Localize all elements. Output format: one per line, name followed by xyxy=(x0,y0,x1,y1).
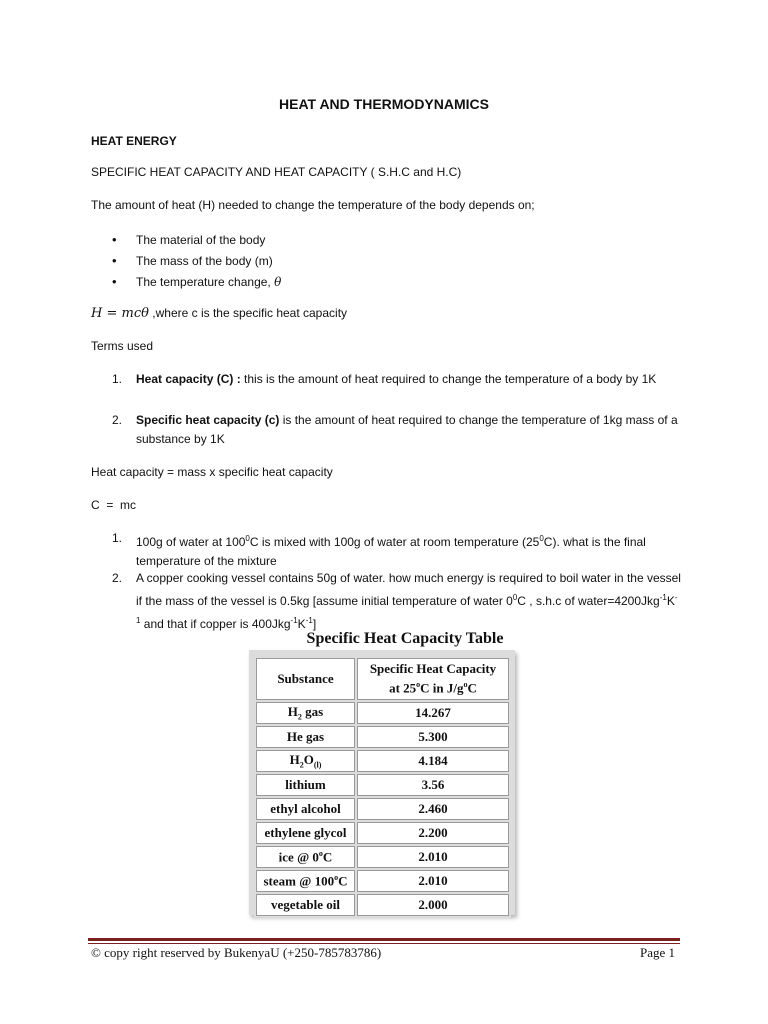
substance-cell: ice @ 0$^o$C xyxy=(256,846,355,868)
list-item: • The mass of the body (m) xyxy=(112,253,281,274)
subheading: SPECIFIC HEAT CAPACITY AND HEAT CAPACITY ( S.H.C and H.C) xyxy=(91,165,462,179)
table-header-row xyxy=(256,658,509,700)
page-title: HEAT AND THERMODYNAMICS xyxy=(279,96,489,112)
page-number: Page 1 xyxy=(640,945,676,960)
term-specific-heat-capacity: Specific heat capacity (c) is the amount of heat required to change the temperature of 1kg mass of a substance by 1K xyxy=(136,413,678,446)
table-row xyxy=(256,870,509,892)
table-row xyxy=(256,726,509,748)
substance-cell: lithium xyxy=(256,774,355,796)
term-heat-capacity: Heat capacity (C) : this is the amount of heat required to change the temperature of a body by 1K xyxy=(136,372,657,386)
substance-cell: vegetable oil xyxy=(256,894,355,916)
heat-capacity-table-frame xyxy=(249,650,515,915)
column-header-substance: Substance xyxy=(256,658,355,700)
table-row xyxy=(256,702,509,724)
footer-copyright: © copy right reserved by BukenyaU (+250-785783786) xyxy=(91,945,382,960)
value-cell: 14.267 xyxy=(357,702,509,724)
table-row xyxy=(256,846,509,868)
table-row xyxy=(256,750,509,772)
table-row xyxy=(256,894,509,916)
substance-cell: ethyl alcohol xyxy=(256,798,355,820)
value-cell: 2.460 xyxy=(357,798,509,820)
table-row xyxy=(256,798,509,820)
value-cell: 5.300 xyxy=(357,726,509,748)
table-title: Specific Heat Capacity Table xyxy=(306,630,504,647)
value-cell: 2.010 xyxy=(357,846,509,868)
substance-cell: $H_2O_{(l)}$ xyxy=(256,750,355,772)
question-2: A copper cooking vessel contains 50g of water. how much energy is required to boil water in the vessel if the mass of the vessel is 0.5kg [assume initial temperature of water $0^0C$ , s.h.c of $water=4200Jkg^{-1}K^{-1}$ and that if copper is $400Jkg^{-1}K^{-1}$] xyxy=(136,571,681,631)
value-cell: 3.56 xyxy=(357,774,509,796)
intro-paragraph: The amount of heat (H) needed to change the temperature of the body depends on; xyxy=(91,198,535,212)
footer-divider xyxy=(88,938,680,941)
substance-cell: ethylene glycol xyxy=(256,822,355,844)
factor-list xyxy=(112,232,281,295)
heat-capacity-table xyxy=(254,656,511,918)
table-row xyxy=(256,822,509,844)
substance-cell: He gas xyxy=(256,726,355,748)
section-heading: HEAT ENERGY xyxy=(91,134,177,148)
value-cell: 2.200 xyxy=(357,822,509,844)
heat-formula: H = mcθ ,where c is the specific heat capacity xyxy=(91,306,348,321)
value-cell: 2.000 xyxy=(357,894,509,916)
value-cell: 4.184 xyxy=(357,750,509,772)
substance-cell: steam @ 100$^o$C xyxy=(256,870,355,892)
list-item: • The temperature change, θ xyxy=(112,274,281,295)
column-header-shc: Specific Heat Capacity at 25$^o$C in $J/g^oC$ xyxy=(357,658,509,700)
table-row xyxy=(256,774,509,796)
footer-divider-thin xyxy=(88,943,680,944)
terms-label: Terms used xyxy=(91,339,154,353)
document-page: HEAT AND THERMODYNAMICS HEAT ENERGY SPECIFIC HEAT CAPACITY AND HEAT CAPACITY ( S.H.C and H.C) The amount of heat (H) needed to change the temperature of the body depends on; • The material of the body • The mass of the body (m) • The temperature change, θ H = mcθ ,where c is the specific heat capacity Terms used 1. Heat capacity (C) : this is the amount of heat required to change the temperature of a body by 1K 2. Specific heat capacity (c) is the amount of heat required to change the temperature of 1kg mass of a substance by 1K Heat capacity = mass x specific heat capacity C = mc 1. 100g of water at $100^0C$ is mixed with 100g of water at room temperature $(25^0C)$. what is the final temperature of the mixture 2. A copper cooking vessel contains 50g of water. how much energy is required to boil water in the vessel if the mass of the vessel is 0.5kg [assume initial temperature of water $0^0C$ , s.h.c of $water=4200Jkg^{-1}K^{-1}$ and that if copper is $400Jkg^{-1}K^{-1}$] Specific Heat Capacity Table Substance Specific Heat Capacity at 25$^o$C in $J/g^oC$ $H_2$ gas 14.267 He gas 5.300 $H_2O_{(l)}$ 4.184 lithium 3.56 ethyl alcohol 2.460 ethylene glycol 2.200 ice @ 0$^o$C 2.010 steam @ 100$^o$C 2.010 vegetable oil 2.000 © copy right reserved by BukenyaU (+250-785783786) Page 1 xyxy=(0,0,768,1024)
value-cell: 2.010 xyxy=(357,870,509,892)
relation-formula: C = mc xyxy=(91,498,137,512)
relation-text: Heat capacity = mass x specific heat capacity xyxy=(91,465,333,479)
question-1: 100g of water at $100^0C$ is mixed with 100g of water at room temperature $(25^0C)$. what is the final temperature of the mixture xyxy=(136,534,646,568)
list-item: • The material of the body xyxy=(112,232,281,253)
substance-cell: $H_2$ gas xyxy=(256,702,355,724)
